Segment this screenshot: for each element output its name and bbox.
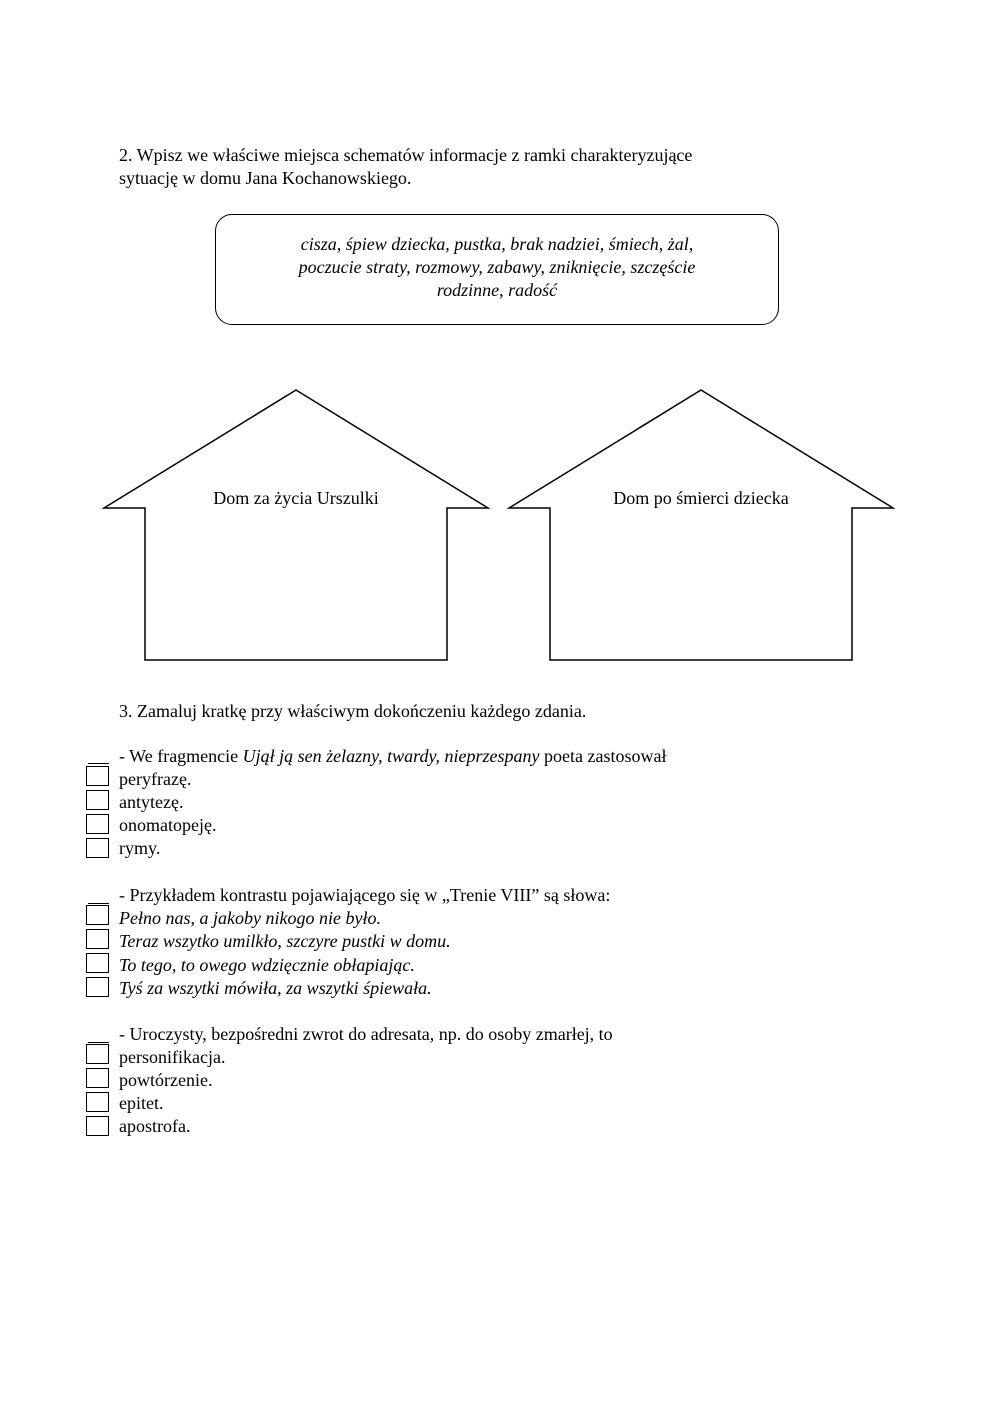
q3-stem-line	[88, 1042, 109, 1043]
q2-option2-checkbox[interactable]	[86, 929, 109, 949]
q1-option4-label: rymy.	[119, 838, 161, 858]
task2-instruction-line2: sytuację w domu Jana Kochanowskiego.	[119, 168, 412, 188]
q1-option2-checkbox[interactable]	[86, 790, 109, 810]
word-bank-line3: rodzinne, radość	[436, 280, 558, 300]
q1-option1-label: peryfrazę.	[119, 769, 192, 789]
q1-option3-checkbox[interactable]	[86, 814, 109, 834]
q2-option4-checkbox[interactable]	[86, 977, 109, 997]
q3-option1-label: personifikacja.	[119, 1047, 226, 1067]
q1-option3-label: onomatopeję.	[119, 815, 217, 835]
q3-option3-checkbox[interactable]	[86, 1092, 109, 1112]
q1-stem-line	[88, 763, 109, 764]
q1-prefix: - We fragmencie	[119, 746, 243, 766]
q3-option4-checkbox[interactable]	[86, 1116, 109, 1136]
q1-quote: Ujął ją sen żelazny, twardy, nieprzespany	[242, 746, 540, 766]
q2-option1-label: Pełno nas, a jakoby nikogo nie było.	[119, 908, 381, 928]
task2-instruction-line1: 2. Wpisz we właściwe miejsca schematów informacje z ramki charakteryzujące	[119, 145, 693, 165]
q3-option2-label: powtórzenie.	[119, 1070, 213, 1090]
q3-option4-label: apostrofa.	[119, 1116, 191, 1136]
q2-stem-line	[88, 903, 109, 904]
q1-option2-label: antytezę.	[119, 792, 184, 812]
q1-option1-checkbox[interactable]	[86, 766, 109, 786]
house-right-outline[interactable]	[509, 390, 893, 660]
task3-instruction: 3. Zamaluj kratkę przy właściwym dokończeniu każdego zdania.	[119, 701, 587, 721]
house-left-outline[interactable]	[104, 390, 488, 660]
q2-option4-label: Tyś za wszytki mówiła, za wszytki śpiewała.	[119, 978, 432, 998]
q3-option2-checkbox[interactable]	[86, 1068, 109, 1088]
house-right-label: Dom po śmierci dziecka	[613, 488, 789, 508]
q1-stem	[119, 745, 666, 768]
q2-option3-label: To tego, to owego wdzięcznie obłapiając.	[119, 955, 415, 975]
q3-stem: - Uroczysty, bezpośredni zwrot do adresata, np. do osoby zmarłej, to	[119, 1024, 613, 1044]
q3-option1-checkbox[interactable]	[86, 1044, 109, 1064]
houses-diagram	[0, 0, 1000, 700]
q2-stem: - Przykładem kontrastu pojawiającego się w „Trenie VIII” są słowa:	[119, 885, 611, 905]
q2-option1-checkbox[interactable]	[86, 905, 109, 925]
word-bank-line1: cisza, śpiew dziecka, pustka, brak nadziei, śmiech, żal,	[300, 234, 694, 254]
word-bank-line2: poczucie straty, rozmowy, zabawy, zniknięcie, szczęście	[298, 257, 696, 277]
q2-option3-checkbox[interactable]	[86, 953, 109, 973]
q1-option4-checkbox[interactable]	[86, 838, 109, 858]
house-left-label: Dom za życia Urszulki	[213, 488, 379, 508]
q2-option2-label: Teraz wszytko umilkło, szczyre pustki w domu.	[119, 931, 451, 951]
q3-option3-label: epitet.	[119, 1093, 164, 1113]
q1-suffix: poeta zastosował	[539, 746, 667, 766]
